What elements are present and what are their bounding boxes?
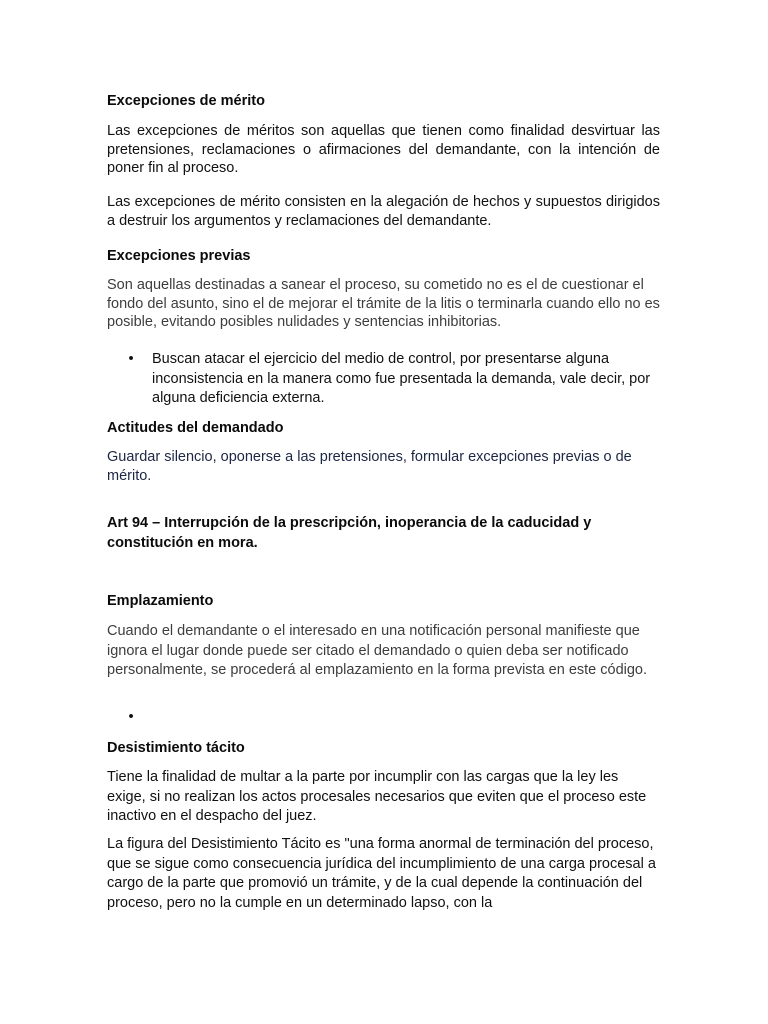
paragraph-desistimiento-figura: La figura del Desistimiento Tácito es "una forma anormal de terminación del proceso, que se sigue como consecuencia jurídica del incumplimiento de una carga procesal a cargo de la parte que promovió un trámite, y de la cual depende la continuación del proceso, pero no la cumple en un determinado lapso, con la [107, 836, 656, 911]
paragraph-merito-alegacion: Las excepciones de mérito consisten en la alegación de hechos y supuestos dirigidos a destruir los argumentos y reclamaciones del demandante. [107, 194, 660, 229]
heading-art94: Art 94 – Interrupción de la prescripción, inoperancia de la caducidad y constitución en mora. [107, 515, 592, 551]
heading-actitudes-demandado: Actitudes del demandado [107, 420, 284, 436]
paragraph-desistimiento-finalidad: Tiene la finalidad de multar a la parte por incumplir con las cargas que la ley les exige, si no realizan los actos procesales necesarios que eviten que el proceso este inactivo en el despacho del juez. [107, 769, 647, 824]
heading-desistimiento-tacito: Desistimiento tácito [107, 740, 245, 756]
heading-excepciones-previas: Excepciones previas [107, 248, 251, 264]
paragraph-emplazamiento: Cuando el demandante o el interesado en una notificación personal manifieste que ignora el lugar donde puede ser citado el demandado o quien deba ser notificado personalmente, se procederá al emplazamiento en la forma prevista en este código. [107, 623, 648, 678]
list-item-text: Buscan atacar el ejercicio del medio de control, por presentarse alguna inconsistencia en la manera como fue presentada la demanda, vale decir, por alguna deficiencia externa. [152, 351, 651, 406]
list-item-empty [107, 708, 660, 728]
list-item-previas [107, 350, 660, 410]
bullet-icon: • [128, 709, 134, 725]
paragraph-actitudes: Guardar silencio, oponerse a las pretensiones, formular excepciones previas o de mérito. [107, 449, 632, 484]
heading-emplazamiento: Emplazamiento [107, 593, 214, 609]
bullet-icon: • [128, 351, 134, 367]
heading-excepciones-merito: Excepciones de mérito [107, 93, 265, 109]
paragraph-previas-definicion: Son aquellas destinadas a sanear el proceso, su cometido no es el de cuestionar el fondo del asunto, sino el de mejorar el trámite de la litis o terminarla cuando ello no es posible, evitando posibles nulidades y sentencias inhibitorias. [107, 277, 660, 330]
paragraph-merito-definicion: Las excepciones de méritos son aquellas que tienen como finalidad desvirtuar las pretensiones, reclamaciones o afirmaciones del demandante, con la intención de poner fin al proceso. [107, 123, 660, 176]
